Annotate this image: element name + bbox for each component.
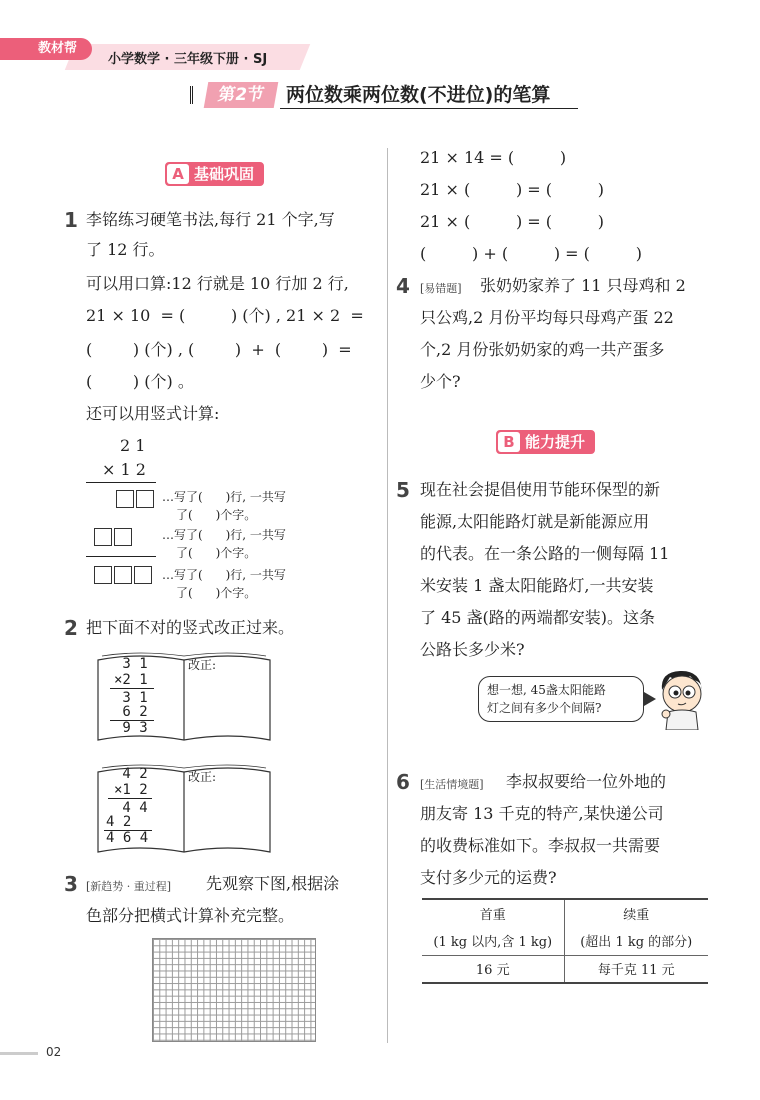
q3-line-1: 先观察下图,根据涂 xyxy=(206,874,340,893)
q3-equation-1: 21 × 14 = ( ) xyxy=(420,148,567,167)
q4-line-3: 个,2 月份张奶奶家的鸡一共产蛋多 xyxy=(420,340,665,359)
q1-line-4: 21 × 10 = ( ) (个) , 21 × 2 = xyxy=(86,306,364,325)
question-1-number: 1 xyxy=(64,208,78,232)
boy-illustration xyxy=(656,668,708,734)
book2-line xyxy=(108,798,152,799)
answer-box[interactable] xyxy=(114,528,132,546)
q1-row1-note-b: 了( )个字。 xyxy=(176,508,257,522)
q6-line-3: 的收费标准如下。李叔叔一共需要 xyxy=(420,836,661,855)
q5-line-1: 现在社会提倡使用节能环保型的新 xyxy=(420,480,661,499)
q1-row3-note-a: …写了( )行, 一共写 xyxy=(162,568,286,582)
q5-line-6: 公路长多少米? xyxy=(420,640,525,659)
q2-text: 把下面不对的竖式改正过来。 xyxy=(86,618,295,637)
q4-line-2: 只公鸡,2 月份平均每只母鸡产蛋 22 xyxy=(420,308,674,327)
grid-figure xyxy=(152,938,316,1042)
book1-row-2: ×2 1 xyxy=(114,672,148,688)
answer-box[interactable] xyxy=(134,566,152,584)
q1-line-1: 李铭练习硬笔书法,每行 21 个字,写 xyxy=(86,210,335,229)
q1-line-7: 还可以用竖式计算: xyxy=(86,404,220,423)
q4-line-1: 张奶奶家养了 11 只母鸡和 2 xyxy=(480,276,686,295)
q6-line-4: 支付多少元的运费? xyxy=(420,868,557,887)
q5-line-4: 米安装 1 盏太阳能路灯,一共安装 xyxy=(420,576,654,595)
table-row xyxy=(422,955,708,983)
section-title: 两位数乘两位数(不进位)的笔算 xyxy=(286,84,551,106)
q1-line-6: ( ) (个) 。 xyxy=(86,372,194,391)
vertical-multiplier: × 1 2 xyxy=(102,460,146,479)
badge-b-text: 能力提升 xyxy=(525,433,586,451)
badge-advanced xyxy=(496,430,595,454)
header-first-weight: 首重 xyxy=(422,899,564,927)
table-row xyxy=(422,927,708,955)
q4-tag: [易错题] xyxy=(420,282,462,295)
badge-b-letter: B xyxy=(498,432,520,452)
footer-bar xyxy=(0,1052,38,1055)
book1-line xyxy=(110,688,154,689)
page-number: 02 xyxy=(46,1045,62,1059)
q3-equation-2: 21 × ( ) = ( ) xyxy=(420,180,605,199)
bubble-pointer xyxy=(644,692,656,706)
q5-line-3: 的代表。在一条公路的一侧每隔 11 xyxy=(420,544,670,563)
q6-tag: [生活情境题] xyxy=(420,778,484,791)
question-3-number: 3 xyxy=(64,872,78,896)
q5-line-2: 能源,太阳能路灯就是新能源应用 xyxy=(420,512,650,531)
q6-line-1: 李叔叔要给一位外地的 xyxy=(506,772,667,791)
book2-row-2: ×1 2 xyxy=(114,782,148,798)
q1-line-5: ( ) (个) , ( ) + ( ) = xyxy=(86,340,352,359)
table-row xyxy=(422,899,708,927)
question-5-number: 5 xyxy=(396,478,410,502)
hint-line-2: 灯之间有多少个间隔? xyxy=(487,701,602,715)
answer-box[interactable] xyxy=(116,490,134,508)
q1-row2-note-a: …写了( )行, 一共写 xyxy=(162,528,286,542)
q1-row3-note-b: 了( )个字。 xyxy=(176,586,257,600)
book1-row-4: 6 2 xyxy=(114,704,148,720)
price-extra-weight: 每千克 11 元 xyxy=(564,955,708,983)
sub-first-weight: (1 kg 以内,含 1 kg) xyxy=(422,927,564,955)
q3-tag: [新趋势 · 重过程] xyxy=(86,880,172,893)
section-label: 第2节 xyxy=(204,82,279,108)
q3-equation-3: 21 × ( ) = ( ) xyxy=(420,212,605,231)
answer-box[interactable] xyxy=(94,528,112,546)
q6-line-2: 朋友寄 13 千克的特产,某快递公司 xyxy=(420,804,664,823)
q5-line-5: 了 45 盏(路的两端都安装)。这条 xyxy=(420,608,656,627)
hint-line-1: 想一想, 45盏太阳能路 xyxy=(487,683,606,697)
badge-a-text: 基础巩固 xyxy=(194,165,255,183)
section-underline xyxy=(280,108,578,109)
book2-row-5: 4 6 4 xyxy=(106,830,149,846)
answer-box[interactable] xyxy=(136,490,154,508)
book1-correction-label: 改正: xyxy=(188,658,217,672)
vertical-line-1 xyxy=(86,482,156,483)
price-first-weight: 16 元 xyxy=(422,955,564,983)
answer-box[interactable] xyxy=(94,566,112,584)
q1-row1-note-a: …写了( )行, 一共写 xyxy=(162,490,286,504)
answer-boxes-row-2 xyxy=(94,526,134,546)
q4-line-4: 少个? xyxy=(420,372,461,391)
answer-boxes-row-1 xyxy=(116,488,156,508)
book1-row-1: 3 1 xyxy=(114,656,148,672)
question-2-number: 2 xyxy=(64,616,78,640)
q1-line-3: 可以用口算:12 行就是 10 行加 2 行, xyxy=(86,274,349,293)
question-4-number: 4 xyxy=(396,274,410,298)
book2-correction-label: 改正: xyxy=(188,770,217,784)
sub-extra-weight: (超出 1 kg 的部分) xyxy=(580,935,693,951)
badge-basic xyxy=(165,162,264,186)
header-title: 小学数学 · 三年级下册 · SJ xyxy=(108,52,268,67)
header-tab: 教材帮 xyxy=(0,38,92,60)
q3-equation-4: ( ) + ( ) = ( ) xyxy=(420,244,642,263)
question-6-number: 6 xyxy=(396,770,410,794)
column-divider xyxy=(387,148,388,1043)
q1-row2-note-b: 了( )个字。 xyxy=(176,546,257,560)
answer-boxes-row-3 xyxy=(94,564,154,584)
book1-row-5: 9 3 xyxy=(114,720,148,736)
fee-table xyxy=(422,898,708,984)
book2-row-1: 4 2 xyxy=(114,766,148,782)
q1-line-2: 了 12 行。 xyxy=(86,240,165,259)
answer-box[interactable] xyxy=(114,566,132,584)
book2-row-4: 4 2 xyxy=(106,814,132,830)
vertical-multiplicand: 2 1 xyxy=(120,436,146,455)
book2-row-3: 4 4 xyxy=(114,800,148,816)
header-extra-weight: 续重 xyxy=(564,899,708,927)
section-marker xyxy=(190,86,200,104)
vertical-line-2 xyxy=(86,556,156,557)
book1-row-3: 3 1 xyxy=(114,690,148,706)
badge-a-letter: A xyxy=(167,164,189,184)
thinking-boy-icon xyxy=(656,668,708,730)
q3-line-2: 色部分把横式计算补充完整。 xyxy=(86,906,295,925)
hint-bubble xyxy=(478,676,644,722)
